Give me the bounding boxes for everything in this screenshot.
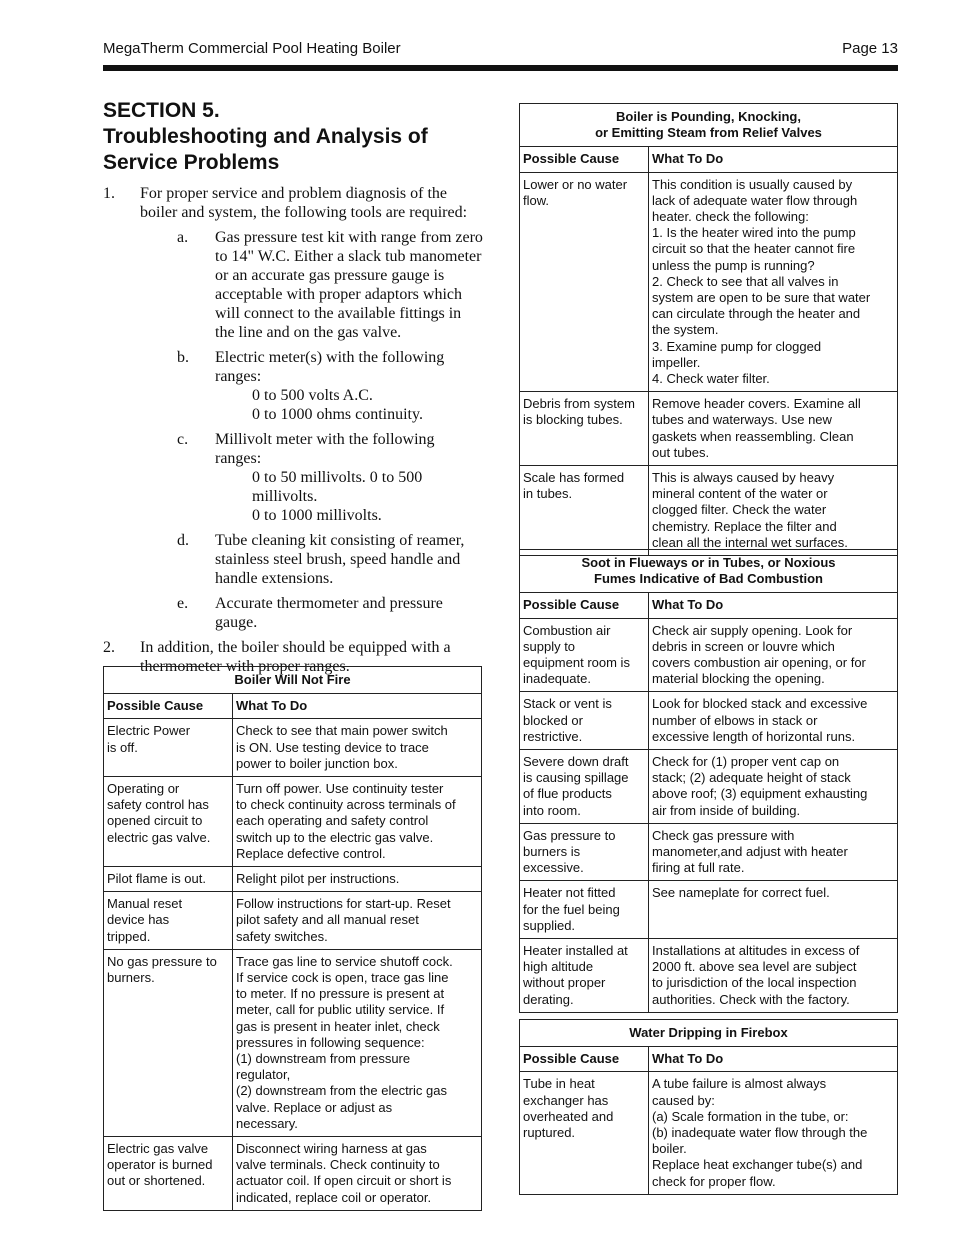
sub-list-item-text: Accurate thermometer and pressure gauge.	[215, 595, 443, 631]
action-cell	[233, 777, 482, 867]
cause-line: Debris from system	[523, 396, 635, 412]
action-line: Replace defective control.	[236, 845, 386, 861]
action-line: If service cock is open, trace gas line	[236, 970, 449, 986]
table-row	[104, 777, 482, 867]
column-header-action: What To Do	[649, 593, 898, 618]
action-cell	[233, 867, 482, 892]
cause-line: Pilot flame is out.	[107, 871, 206, 887]
action-line: debris in screen or louvre which	[652, 638, 835, 654]
action-line: 2. Check to see that all valves in	[652, 273, 839, 289]
cause-cell	[520, 618, 649, 692]
cause-line: for the fuel being	[523, 901, 620, 917]
cause-cell	[520, 1072, 649, 1194]
table-row	[104, 949, 482, 1136]
action-line: 2000 ft. above sea level are subject	[652, 959, 857, 975]
table-row	[520, 692, 898, 750]
action-line: Look for blocked stack and excessive	[652, 696, 868, 712]
action-line: safety switches.	[236, 928, 328, 944]
cause-cell	[104, 1137, 233, 1211]
cause-line: equipment room is	[523, 655, 630, 671]
action-line: impeller.	[652, 354, 701, 370]
table-row	[104, 719, 482, 777]
action-line: each operating and safety control	[236, 813, 429, 829]
cause-line: burners is	[523, 844, 581, 860]
table-row	[520, 750, 898, 824]
cause-line: ruptured.	[523, 1125, 576, 1141]
table-title-line: Boiler is Pounding, Knocking,	[616, 109, 801, 124]
table-title-line: Boiler Will Not Fire	[234, 672, 351, 687]
table-row	[520, 466, 898, 556]
column-header-cause: Possible Cause	[520, 147, 649, 172]
cause-line: is off.	[107, 739, 138, 755]
range-line: 0 to 50 millivolts. 0 to 500 millivolts.	[252, 469, 423, 505]
section-title-line: Troubleshooting and Analysis of	[103, 125, 428, 148]
action-cell	[233, 719, 482, 777]
action-line: Relight pilot per instructions.	[236, 871, 400, 887]
table-soot-in-flueways	[519, 549, 898, 1013]
cause-line: Combustion air	[523, 622, 611, 638]
cause-line: supply to	[523, 638, 576, 654]
action-line: switch up to the electric gas valve.	[236, 829, 434, 845]
action-line: lack of adequate water flow through	[652, 192, 858, 208]
cause-line: Tube in heat	[523, 1076, 595, 1092]
list-item-text: For proper service and problem diagnosis of the boiler and system, the following tools are required:	[140, 185, 468, 221]
list-marker: 2.	[103, 639, 115, 656]
action-line: the system.	[652, 322, 719, 338]
action-line: unless the pump is running?	[652, 257, 815, 273]
cause-line: is causing spillage	[523, 770, 629, 786]
cause-line: safety control has	[107, 797, 209, 813]
action-line: valve terminals. Check continuity to	[236, 1157, 440, 1173]
page-number: Page 13	[842, 40, 898, 57]
table-title	[520, 550, 898, 593]
cause-line: Gas pressure to	[523, 827, 616, 843]
table-row	[520, 881, 898, 939]
action-line: is ON. Use testing device to trace	[236, 739, 429, 755]
action-line: Follow instructions for start-up. Reset	[236, 896, 451, 912]
table-row	[520, 823, 898, 881]
cause-line: in tubes.	[523, 486, 573, 502]
cause-cell	[520, 939, 649, 1013]
list-item	[103, 184, 483, 632]
action-line: clogged filter. Check the water	[652, 502, 827, 518]
table-boiler-will-not-fire	[103, 666, 482, 1211]
action-line: meter, call for public utility service. If	[236, 1002, 445, 1018]
cause-cell	[520, 466, 649, 556]
action-cell	[649, 692, 898, 750]
sub-list-item-text: Millivolt meter with the following ranges:	[215, 431, 435, 467]
sub-list-item	[140, 430, 483, 525]
action-line: (b) inadequate water flow through the	[652, 1125, 868, 1141]
action-line: Replace heat exchanger tube(s) and	[652, 1157, 863, 1173]
cause-line: No gas pressure to	[107, 953, 217, 969]
action-line: A tube failure is almost always	[652, 1076, 827, 1092]
cause-cell	[520, 692, 649, 750]
column-header-action: What To Do	[649, 1047, 898, 1072]
cause-line: derating.	[523, 991, 574, 1007]
table-title-line: Fumes Indicative of Bad Combustion	[594, 571, 823, 587]
action-line: air from inside of building.	[652, 802, 801, 818]
cause-line: opened circuit to	[107, 813, 203, 829]
action-cell	[649, 823, 898, 881]
action-line: to meter. If no pressure is present at	[236, 986, 445, 1002]
sub-list-item	[140, 531, 483, 588]
action-line: firing at full rate.	[652, 860, 745, 876]
action-line: clean all the internal wet surfaces.	[652, 534, 848, 550]
table-title-line: Soot in Flueways or in Tubes, or Noxious	[581, 555, 836, 570]
column-header-action: What To Do	[233, 694, 482, 719]
cause-cell	[104, 777, 233, 867]
cause-line: Electric Power	[107, 723, 191, 739]
table-row	[520, 392, 898, 466]
section-title	[103, 98, 483, 176]
cause-line: Heater not fitted	[523, 885, 616, 901]
action-line: excessive length of horizontal runs.	[652, 728, 856, 744]
action-line: circuit so that the heater cannot fire	[652, 241, 856, 257]
cause-line: Manual reset	[107, 896, 183, 912]
action-line: boiler.	[652, 1141, 687, 1157]
document-title: MegaTherm Commercial Pool Heating Boiler	[103, 40, 401, 57]
column-header-cause: Possible Cause	[104, 694, 233, 719]
cause-line: tripped.	[107, 928, 151, 944]
action-line: valve. Replace or adjust as	[236, 1099, 393, 1115]
sub-list-item-text: Electric meter(s) with the following ranges:	[215, 349, 445, 385]
sub-list-item-text: Tube cleaning kit consisting of reamer, stainless steel brush, speed handle and handle extensions.	[215, 532, 465, 587]
cause-line: Scale has formed	[523, 470, 625, 486]
action-line: can circulate through the heater and	[652, 306, 861, 322]
table-title	[520, 104, 898, 147]
action-line: tubes and waterways. Use new	[652, 412, 832, 428]
list-item-text: In addition, the boiler should be equipped with a thermometer with proper ranges.	[140, 639, 451, 675]
action-cell	[649, 618, 898, 692]
action-line: authorities. Check with the factory.	[652, 991, 850, 1007]
column-header-cause: Possible Cause	[520, 1047, 649, 1072]
action-line: power to boiler junction box.	[236, 755, 398, 771]
sub-list-item	[140, 228, 483, 342]
action-line: to check continuity across terminals of	[236, 797, 456, 813]
table-boiler-pounding	[519, 103, 898, 556]
column-header-action: What To Do	[649, 147, 898, 172]
cause-line: device has	[107, 912, 170, 928]
sub-list-marker: d.	[177, 532, 189, 549]
page-header	[103, 40, 898, 62]
action-cell	[649, 172, 898, 392]
action-line: regulator,	[236, 1067, 291, 1083]
sub-list-marker: e.	[177, 595, 189, 612]
cause-line: of flue products	[523, 786, 612, 802]
table-row	[104, 867, 482, 892]
action-line: above roof; (3) equipment exhausting	[652, 786, 868, 802]
action-line: necessary.	[236, 1115, 298, 1131]
action-line: Turn off power. Use continuity tester	[236, 781, 444, 797]
action-cell	[649, 466, 898, 556]
range-line: 0 to 1000 millivolts.	[252, 507, 382, 524]
sub-list-marker: a.	[177, 229, 189, 246]
action-line: system are open to be sure that water	[652, 290, 871, 306]
action-line: 1. Is the heater wired into the pump	[652, 225, 856, 241]
table-water-dripping	[519, 1019, 898, 1195]
cause-cell	[520, 881, 649, 939]
cause-line: restrictive.	[523, 728, 583, 744]
action-line: Installations at altitudes in excess of	[652, 943, 860, 959]
cause-line: inadequate.	[523, 671, 591, 687]
action-line: out tubes.	[652, 444, 710, 460]
action-cell	[649, 1072, 898, 1194]
cause-line: Severe down draft	[523, 754, 629, 770]
cause-cell	[520, 823, 649, 881]
action-line: covers combustion air opening, or for	[652, 655, 866, 671]
table-row	[104, 1137, 482, 1211]
action-line: This is always caused by heavy	[652, 470, 835, 486]
action-line: (1) downstream from pressure	[236, 1051, 411, 1067]
cause-cell	[104, 867, 233, 892]
cause-line: burners.	[107, 970, 155, 986]
action-line: manometer,and adjust with heater	[652, 844, 848, 860]
action-line: caused by:	[652, 1092, 715, 1108]
table-title-line: or Emitting Steam from Relief Valves	[595, 125, 822, 141]
action-line: gaskets when reassembling. Clean	[652, 428, 854, 444]
cause-line: blocked or	[523, 712, 583, 728]
section-title-line: Service Problems	[103, 151, 280, 174]
cause-line: Lower or no water	[523, 176, 628, 192]
sub-list	[140, 228, 483, 632]
action-line: Remove header covers. Examine all	[652, 396, 861, 412]
sub-list-item-text: Gas pressure test kit with range from zero to 14" W.C. Either a slack tub manometer or an accurate gas pressure gauge is acceptable with proper adaptors which will connect to the available fittings in the line and on the gas valve.	[215, 229, 483, 341]
action-line: gas is present in heater inlet, check	[236, 1018, 440, 1034]
action-cell	[649, 881, 898, 939]
sub-list-item	[140, 594, 483, 632]
header-rule	[103, 65, 898, 71]
action-line: indicated, replace coil or operator.	[236, 1189, 432, 1205]
action-line: (2) downstream from the electric gas	[236, 1083, 447, 1099]
cause-line: excessive.	[523, 860, 584, 876]
table-row	[520, 1072, 898, 1194]
action-line: number of elbows in stack or	[652, 712, 818, 728]
cause-line: supplied.	[523, 917, 576, 933]
cause-line: Stack or vent is	[523, 696, 612, 712]
section-body	[103, 98, 483, 682]
action-cell	[233, 892, 482, 950]
action-line: (a) Scale formation in the tube, or:	[652, 1108, 849, 1124]
action-line: check for proper flow.	[652, 1173, 776, 1189]
cause-cell	[104, 719, 233, 777]
action-cell	[233, 949, 482, 1136]
cause-line: exchanger has	[523, 1092, 609, 1108]
column-header-cause: Possible Cause	[520, 593, 649, 618]
action-line: to jurisdiction of the local inspection	[652, 975, 857, 991]
action-line: actuator coil. If open circuit or short is	[236, 1173, 452, 1189]
action-line: Check air supply opening. Look for	[652, 622, 853, 638]
cause-line: flow.	[523, 192, 550, 208]
action-line: 3. Examine pump for clogged	[652, 338, 822, 354]
cause-cell	[104, 892, 233, 950]
range-line: 0 to 500 volts A.C.	[252, 387, 373, 404]
table-row	[520, 618, 898, 692]
cause-line: electric gas valve.	[107, 829, 211, 845]
action-cell	[649, 939, 898, 1013]
action-line: Check to see that main power switch	[236, 723, 448, 739]
list-marker: 1.	[103, 185, 115, 202]
table-row	[520, 172, 898, 392]
cause-line: into room.	[523, 802, 581, 818]
action-line: pilot safety and all manual reset	[236, 912, 419, 928]
cause-cell	[520, 392, 649, 466]
table-title	[520, 1020, 898, 1047]
action-line: See nameplate for correct fuel.	[652, 885, 830, 901]
table-title-line: Water Dripping in Firebox	[629, 1025, 788, 1040]
action-line: This condition is usually caused by	[652, 176, 853, 192]
table-row	[104, 892, 482, 950]
sub-list-item	[140, 348, 483, 424]
tools-list	[103, 184, 483, 676]
cause-cell	[104, 949, 233, 1136]
action-line: Check gas pressure with	[652, 827, 795, 843]
action-line: stack; (2) adequate height of stack	[652, 770, 851, 786]
cause-line: is blocking tubes.	[523, 412, 623, 428]
action-line: mineral content of the water or	[652, 486, 828, 502]
action-line: Disconnect wiring harness at gas	[236, 1141, 427, 1157]
action-line: 4. Check water filter.	[652, 371, 770, 387]
cause-line: out or shortened.	[107, 1173, 206, 1189]
action-cell	[233, 1137, 482, 1211]
action-line: material blocking the opening.	[652, 671, 825, 687]
cause-line: Heater installed at	[523, 943, 628, 959]
cause-cell	[520, 750, 649, 824]
action-line: Check for (1) proper vent cap on	[652, 754, 840, 770]
action-cell	[649, 392, 898, 466]
cause-line: Operating or	[107, 781, 180, 797]
cause-cell	[520, 172, 649, 392]
table-title	[104, 667, 482, 694]
cause-line: without proper	[523, 975, 606, 991]
cause-line: high altitude	[523, 959, 594, 975]
range-line: 0 to 1000 ohms continuity.	[252, 406, 423, 423]
action-line: heater. check the following:	[652, 209, 809, 225]
cause-line: operator is burned	[107, 1157, 213, 1173]
sub-list-marker: b.	[177, 349, 189, 366]
action-line: pressures in following sequence:	[236, 1034, 425, 1050]
action-cell	[649, 750, 898, 824]
table-row	[520, 939, 898, 1013]
section-title-line: SECTION 5.	[103, 99, 220, 122]
action-line: Trace gas line to service shutoff cock.	[236, 953, 453, 969]
cause-line: overheated and	[523, 1108, 614, 1124]
action-line: chemistry. Replace the filter and	[652, 518, 837, 534]
cause-line: Electric gas valve	[107, 1141, 209, 1157]
sub-list-marker: c.	[177, 431, 189, 448]
